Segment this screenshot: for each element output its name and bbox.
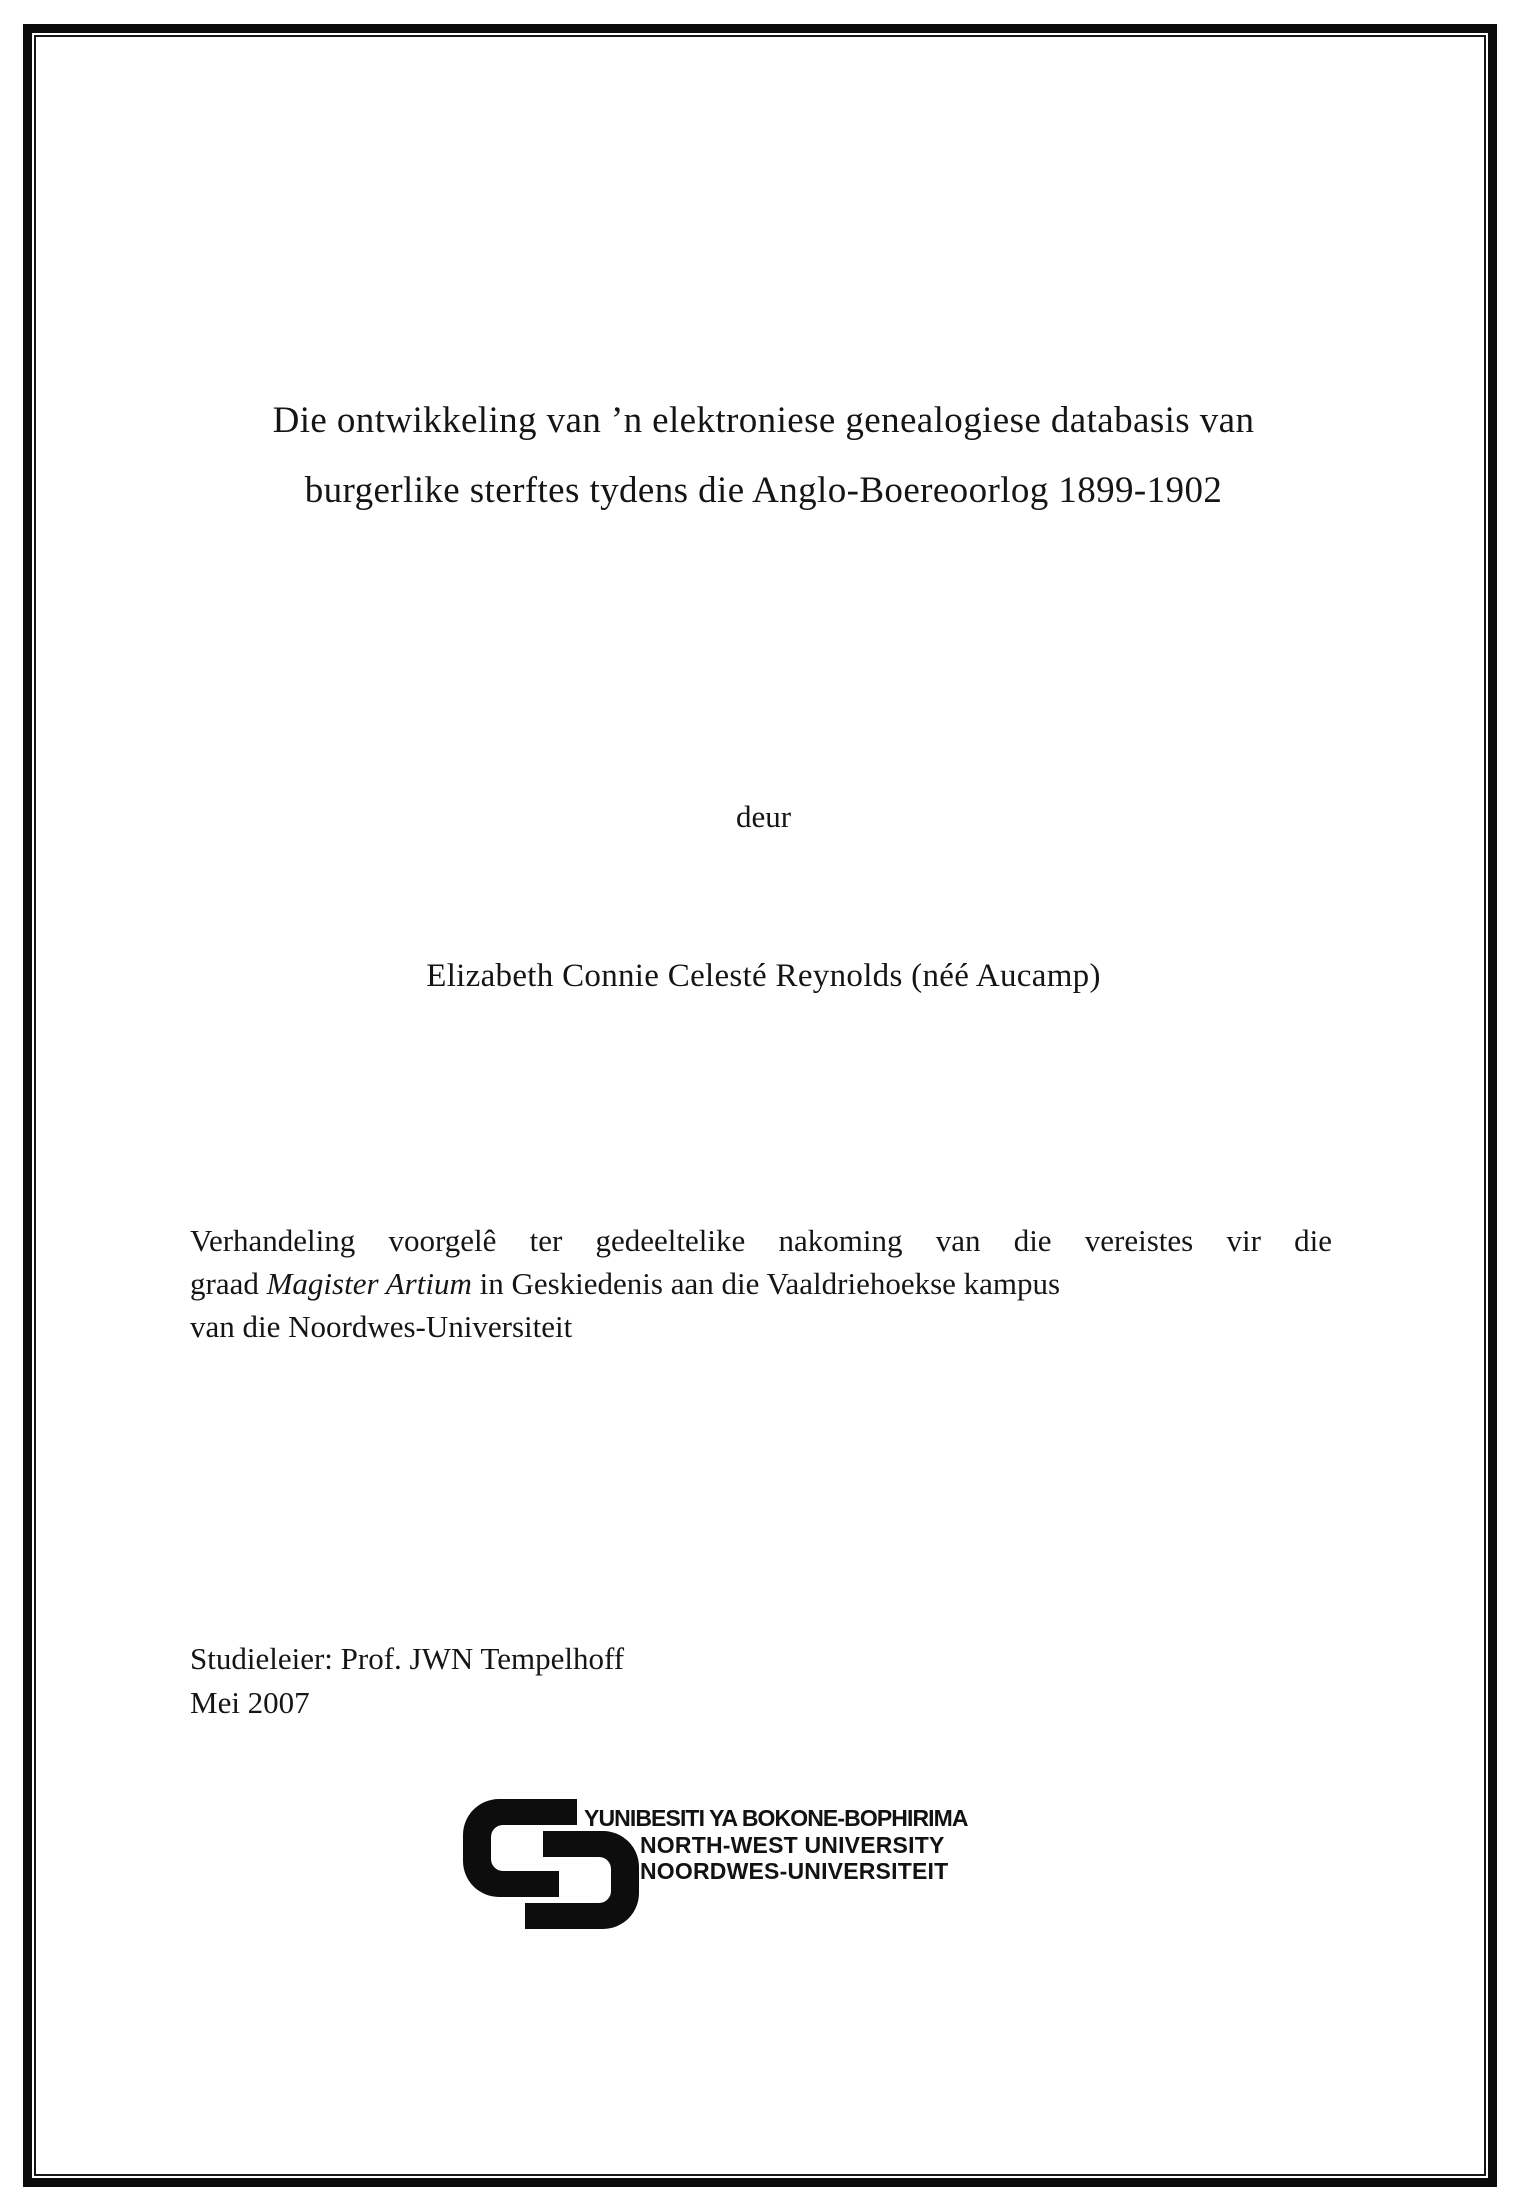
supervisor-info xyxy=(190,1637,624,1725)
degree-statement-line-1: Verhandeling voorgelê ter gedeeltelike nakoming van die vereistes vir die xyxy=(190,1223,1332,1258)
date-line: Mei 2007 xyxy=(190,1685,310,1720)
degree-statement-line-3: van die Noordwes-Universiteit xyxy=(190,1309,573,1344)
byline-preposition: deur xyxy=(735,799,792,834)
supervisor-line: Studieleier: Prof. JWN Tempelhoff xyxy=(190,1641,625,1676)
degree-statement xyxy=(190,1219,1332,1348)
university-name-english: NORTH-WEST UNIVERSITY xyxy=(640,1832,945,1858)
author-name: Elizabeth Connie Celesté Reynolds (néé Aucamp) xyxy=(426,958,1101,994)
thesis-title-line-1: Die ontwikkeling van ’n elektroniese genealogiese databasis van xyxy=(272,400,1255,441)
degree-statement-line-2-suffix: in Geskiedenis aan die Vaaldriehoekse kampus xyxy=(471,1266,1061,1301)
university-name-afrikaans: NOORDWES-UNIVERSITEIT xyxy=(640,1858,949,1884)
thesis-title xyxy=(70,386,1457,526)
degree-statement-line-2 xyxy=(190,1262,1332,1305)
university-name-setswana: YUNIBESITI YA BOKONE-BOPHIRIMA xyxy=(584,1805,968,1831)
degree-statement-line-2-prefix: graad xyxy=(190,1266,267,1301)
thesis-title-line-2: burgerlike sterftes tydens die Anglo-Boereoorlog 1899-1902 xyxy=(304,470,1223,511)
degree-name: Magister Artium xyxy=(266,1266,472,1301)
